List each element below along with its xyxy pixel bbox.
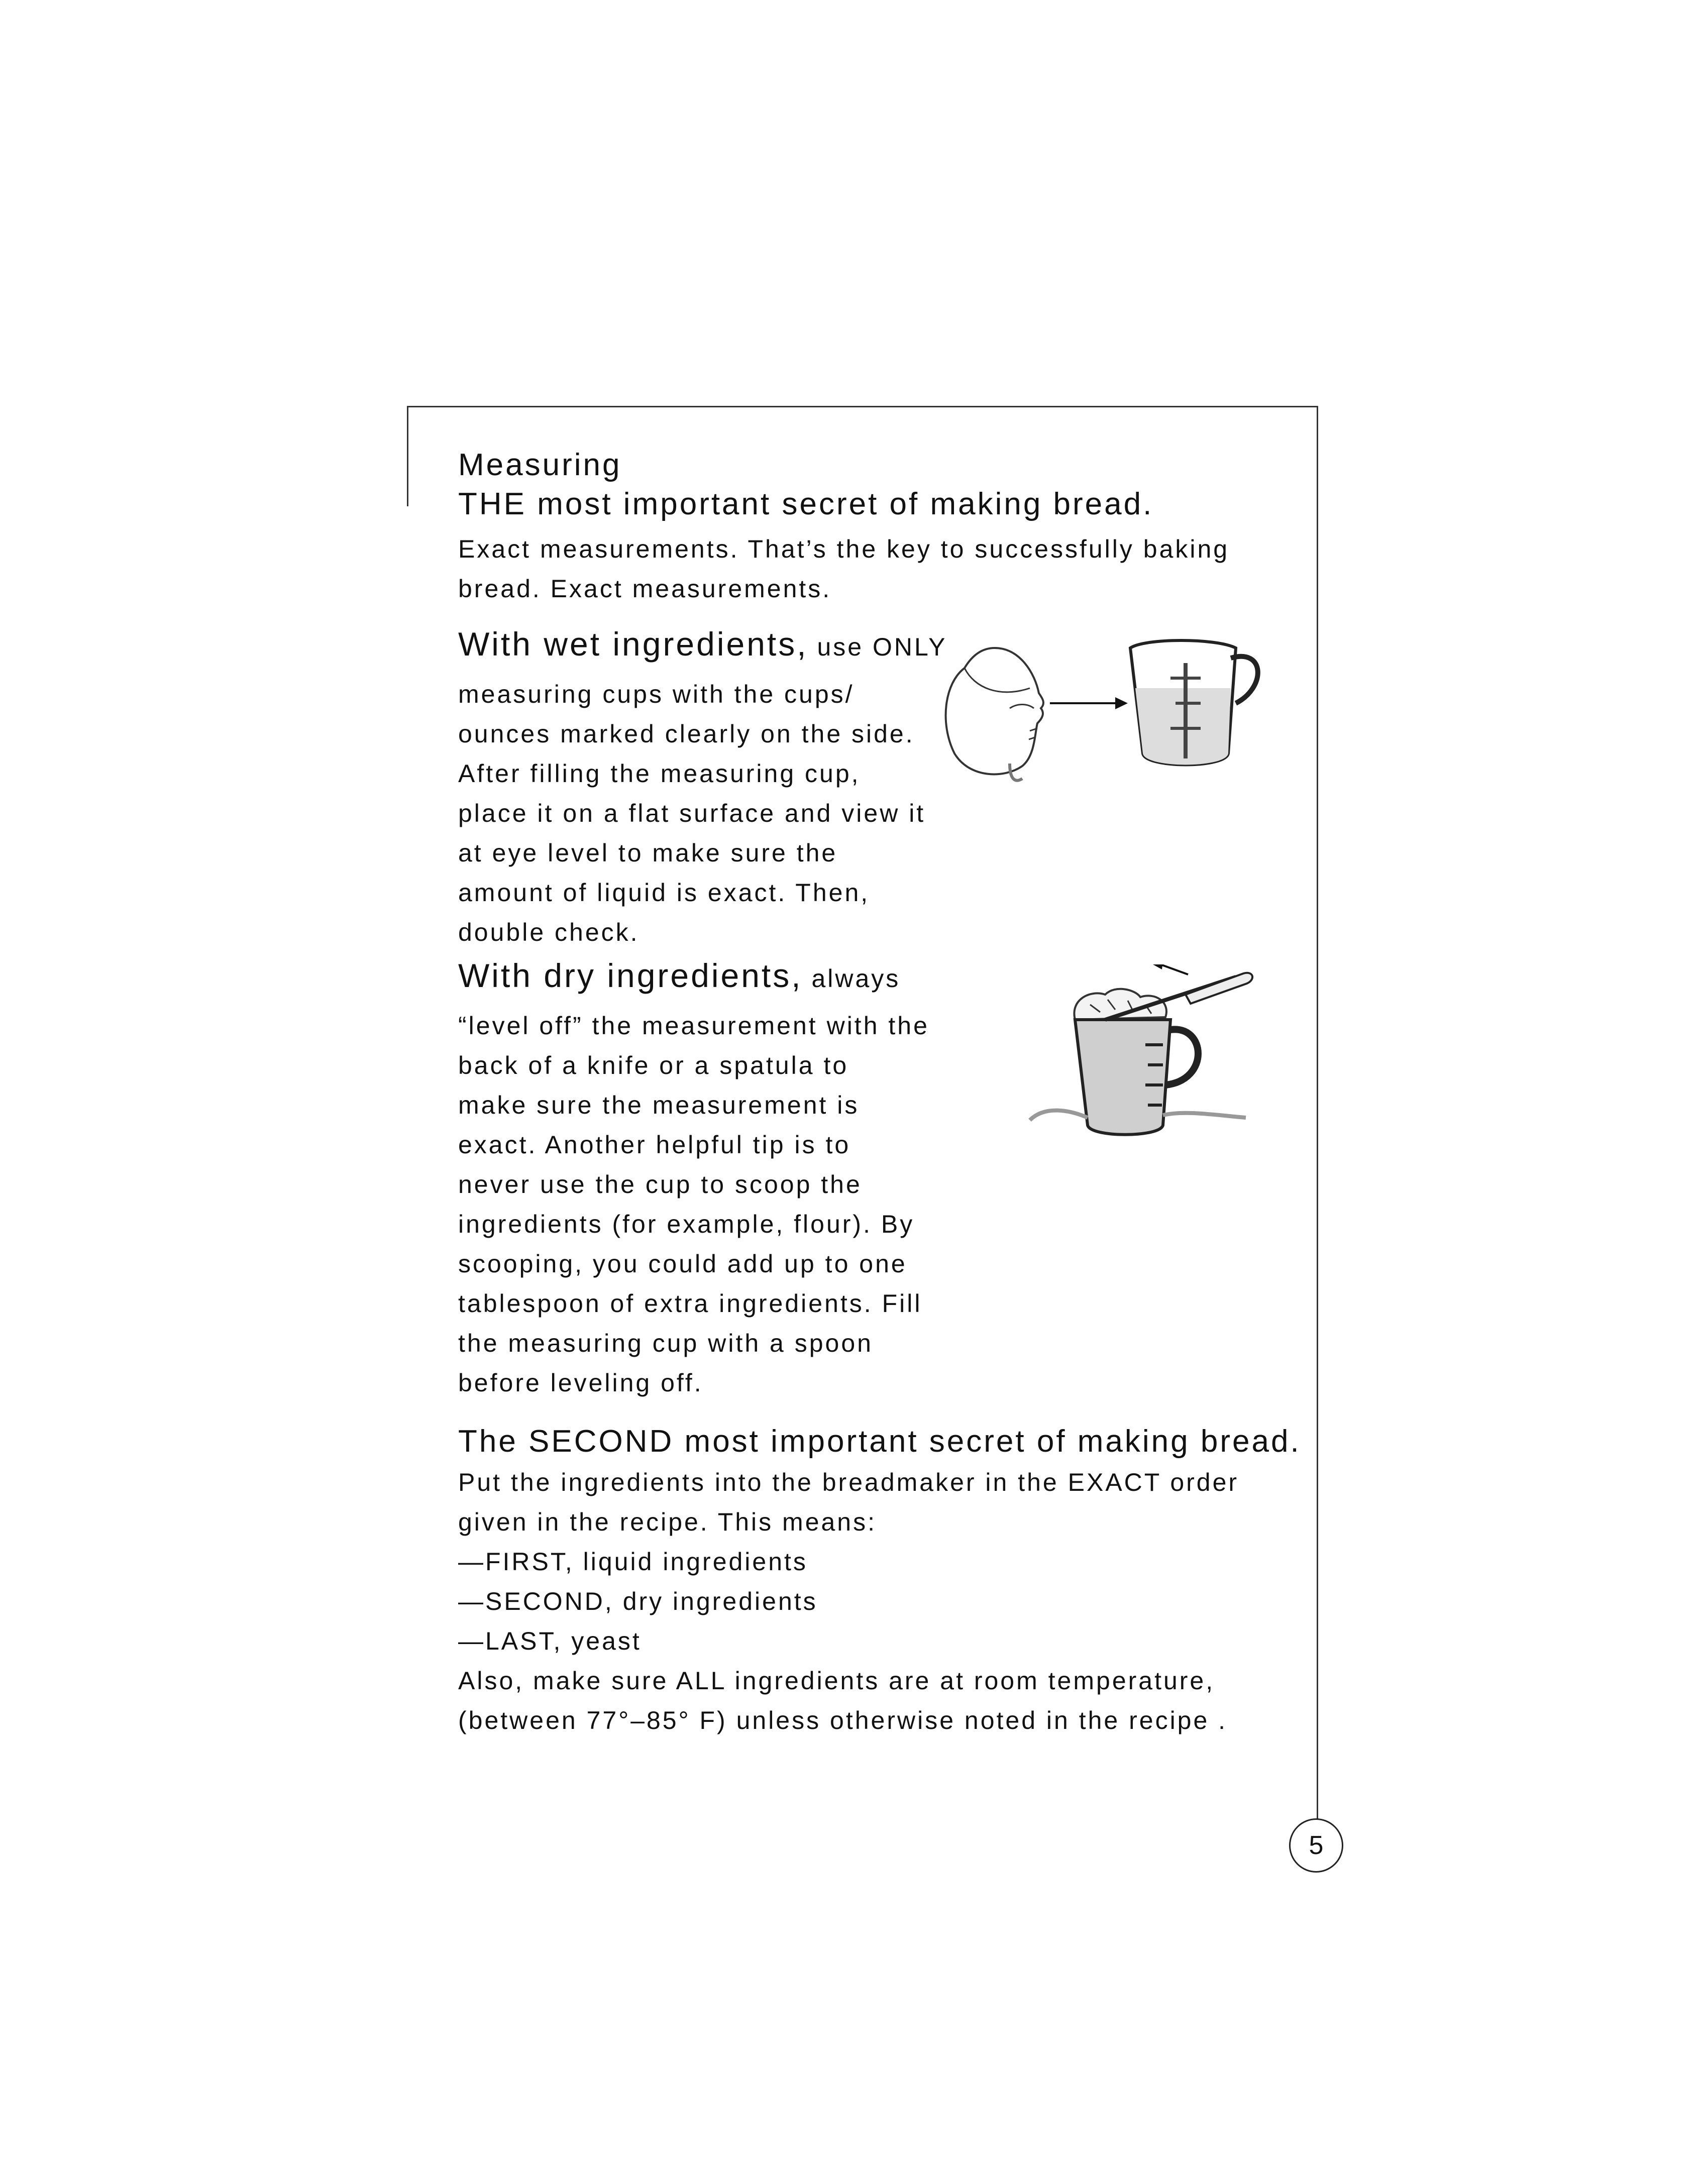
second-line: —FIRST, liquid ingredients (458, 1548, 808, 1576)
dry-line: ingredients (for example, flour). By (458, 1210, 915, 1238)
wet-line: at eye level to make sure the (458, 839, 838, 867)
wet-line: double check. (458, 918, 639, 946)
second-line: —SECOND, dry ingredients (458, 1587, 818, 1615)
second-line: Put the ingredients into the breadmaker in the EXACT order (458, 1468, 1239, 1496)
dry-lead-rest: always (802, 964, 901, 993)
dry-line: tablespoon of extra ingredients. Fill (458, 1289, 922, 1318)
second-paragraph (458, 1463, 1239, 1740)
wet-line: measuring cups with the cups/ (458, 680, 855, 708)
page-number: 5 (1289, 1818, 1343, 1873)
second-line: Also, make sure ALL ingredients are at room temperature, (458, 1667, 1215, 1695)
frame-left-rule (407, 406, 408, 506)
dry-line: exact. Another helpful tip is to (458, 1131, 851, 1159)
wet-lead: With wet ingredients, (458, 625, 808, 663)
dry-line: scooping, you could add up to one (458, 1250, 907, 1278)
main-heading: THE most important secret of making bread. (458, 487, 1154, 521)
dry-line: before leveling off. (458, 1369, 703, 1397)
frame-top-rule (407, 406, 1318, 407)
second-line: given in the recipe. This means: (458, 1508, 877, 1536)
section-title: Measuring (458, 448, 622, 482)
frame-right-rule (1317, 406, 1318, 1822)
dry-line: back of a knife or a spatula to (458, 1051, 849, 1079)
wet-line: ounces marked clearly on the side. (458, 720, 915, 748)
intro-paragraph (458, 529, 1229, 609)
dry-line: never use the cup to scoop the (458, 1170, 862, 1198)
second-line: —LAST, yeast (458, 1627, 642, 1655)
intro-line: bread. Exact measurements. (458, 575, 832, 603)
wet-line: After filling the measuring cup, (458, 759, 861, 788)
dry-lead: With dry ingredients, (458, 957, 803, 994)
dry-line: the measuring cup with a spoon (458, 1329, 873, 1357)
second-line: (between 77°–85° F) unless otherwise noted in the recipe . (458, 1706, 1228, 1734)
wet-lead-line (458, 623, 947, 675)
dry-line: “level off” the measurement with the (458, 1012, 929, 1040)
wet-line: amount of liquid is exact. Then, (458, 879, 870, 907)
eye-level-measuring-cup-icon (934, 628, 1266, 789)
wet-lead-rest: use ONLY (808, 633, 947, 661)
intro-line: Exact measurements. That’s the key to successfully baking (458, 535, 1230, 563)
wet-ingredients-section (458, 623, 947, 952)
wet-line: place it on a flat surface and view it (458, 799, 926, 827)
second-heading: The SECOND most important secret of making bread. (458, 1424, 1301, 1459)
dry-line: make sure the measurement is (458, 1091, 860, 1119)
dry-lead-line (458, 954, 929, 1006)
leveling-dry-cup-icon (1020, 964, 1271, 1155)
dry-ingredients-section (458, 954, 929, 1403)
